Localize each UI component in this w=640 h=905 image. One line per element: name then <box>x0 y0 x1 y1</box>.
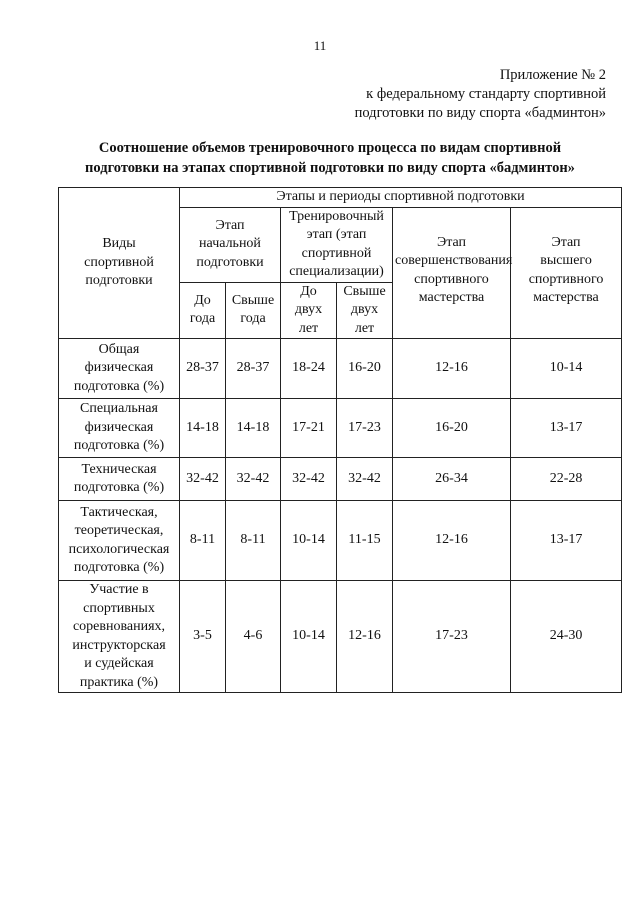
value-cell: 26-34 <box>393 458 511 501</box>
text-line: этап (этап <box>306 227 367 242</box>
value-cell: 12-16 <box>337 581 393 693</box>
text-line: мастерства <box>418 290 485 305</box>
value-cell: 32-42 <box>281 458 337 501</box>
text-line: спортивного <box>528 271 604 287</box>
value-cell: 32-42 <box>180 458 226 501</box>
value-cell: 14-18 <box>180 399 226 458</box>
text-line: физическая <box>84 419 154 435</box>
text-line: Этап <box>551 234 581 250</box>
text-line: подготовка (%) <box>73 378 165 394</box>
text-line: соревнованиях, <box>72 619 166 634</box>
initial-sub-over-year <box>226 282 281 339</box>
text-line: Свыше <box>343 283 386 299</box>
text-line: специализации) <box>289 264 384 279</box>
title-line-2: подготовки на этапах спортивной подготовки по виду спорта «бадминтон» <box>85 160 575 176</box>
text-line: Специальная <box>80 401 158 417</box>
training-sub-up-to-two <box>281 282 337 339</box>
text-line: До <box>194 292 211 308</box>
corner-header-cell <box>59 188 180 339</box>
table-row <box>59 501 622 581</box>
value-cell: 28-37 <box>226 339 281 399</box>
text-line: спортивной <box>301 245 372 261</box>
value-cell: 10-14 <box>281 581 337 693</box>
value-cell: 13-17 <box>511 399 622 458</box>
page-number: 11 <box>313 38 327 53</box>
table-row <box>59 581 622 693</box>
appendix-line-3: подготовки по виду спорта «бадминтон» <box>354 105 606 121</box>
value-cell: 16-20 <box>393 399 511 458</box>
training-ratio-table <box>58 187 622 693</box>
text-line: подготовки <box>196 254 264 270</box>
text-line: спортивной <box>84 254 154 270</box>
text-line: практика (%) <box>79 674 159 690</box>
text-line: высшего <box>540 253 592 268</box>
row-label-cell <box>59 399 180 458</box>
value-cell: 18-24 <box>281 339 337 399</box>
value-cell: 32-42 <box>226 458 281 501</box>
text-line: спортивного <box>414 271 489 287</box>
row-label-cell <box>59 339 180 399</box>
text-line: спортивных <box>83 600 155 616</box>
value-cell: 4-6 <box>226 581 281 693</box>
table-row <box>59 339 622 399</box>
text-line: лет <box>354 320 375 336</box>
higher-stage-header <box>511 207 622 339</box>
text-line: начальной <box>199 236 261 252</box>
value-cell: 12-16 <box>393 501 511 581</box>
value-cell: 8-11 <box>180 501 226 581</box>
header-row-1 <box>59 188 622 208</box>
text-line: Тренировочный <box>289 208 384 224</box>
value-cell: 13-17 <box>511 501 622 581</box>
text-line: До <box>300 283 317 299</box>
text-line: инструкторская <box>72 637 166 653</box>
table-row <box>59 399 622 458</box>
text-line: психологическая <box>68 541 170 557</box>
training-sub-over-two <box>337 282 393 339</box>
appendix-header <box>355 66 606 123</box>
value-cell: 17-23 <box>393 581 511 693</box>
text-line: Виды <box>102 236 136 252</box>
text-line: подготовка (%) <box>73 438 165 454</box>
value-cell: 16-20 <box>337 339 393 399</box>
value-cell: 3-5 <box>180 581 226 693</box>
value-cell: 24-30 <box>511 581 622 693</box>
text-line: года <box>240 311 266 327</box>
value-cell: 10-14 <box>281 501 337 581</box>
initial-sub-up-to-year <box>180 282 226 339</box>
text-line: двух <box>294 302 323 317</box>
improvement-stage-header <box>393 207 511 339</box>
value-cell: 28-37 <box>180 339 226 399</box>
text-line: мастерства <box>533 290 599 305</box>
text-line: подготовки <box>85 273 153 289</box>
row-label-cell <box>59 458 180 501</box>
text-line: двух <box>350 302 379 317</box>
text-line: Техническая <box>81 461 157 477</box>
text-line: Общая <box>98 341 140 357</box>
text-line: Этап <box>436 234 467 250</box>
text-line: подготовка (%) <box>73 480 165 495</box>
stages-header-cell: Этапы и периоды спортивной подготовки <box>180 188 622 208</box>
text-line: года <box>189 311 216 327</box>
text-line: Тактическая, <box>80 504 158 520</box>
value-cell: 14-18 <box>226 399 281 458</box>
value-cell: 17-23 <box>337 399 393 458</box>
text-line: Этап <box>215 217 245 233</box>
title-line-1: Соотношение объемов тренировочного процесса по видам спортивной <box>98 140 562 156</box>
text-line: Участие в <box>89 582 149 597</box>
text-line: теоретическая, <box>74 523 164 538</box>
row-label-cell <box>59 501 180 581</box>
document-title <box>60 138 600 178</box>
initial-stage-header <box>180 207 281 282</box>
text-line: лет <box>298 320 319 336</box>
appendix-line-1: Приложение № 2 <box>499 67 606 83</box>
table-row <box>59 458 622 501</box>
training-stage-header <box>281 207 393 282</box>
value-cell: 32-42 <box>337 458 393 501</box>
appendix-line-2: к федеральному стандарту спортивной <box>366 86 606 102</box>
row-label-cell <box>59 581 180 693</box>
text-line: Свыше <box>231 292 275 308</box>
value-cell: 11-15 <box>337 501 393 581</box>
value-cell: 8-11 <box>226 501 281 581</box>
value-cell: 12-16 <box>393 339 511 399</box>
text-line: подготовка (%) <box>73 560 165 575</box>
text-line: совершенствования <box>395 253 513 268</box>
value-cell: 22-28 <box>511 458 622 501</box>
text-line: физическая <box>84 360 154 376</box>
value-cell: 10-14 <box>511 339 622 399</box>
text-line: и судейская <box>84 656 154 671</box>
value-cell: 17-21 <box>281 399 337 458</box>
